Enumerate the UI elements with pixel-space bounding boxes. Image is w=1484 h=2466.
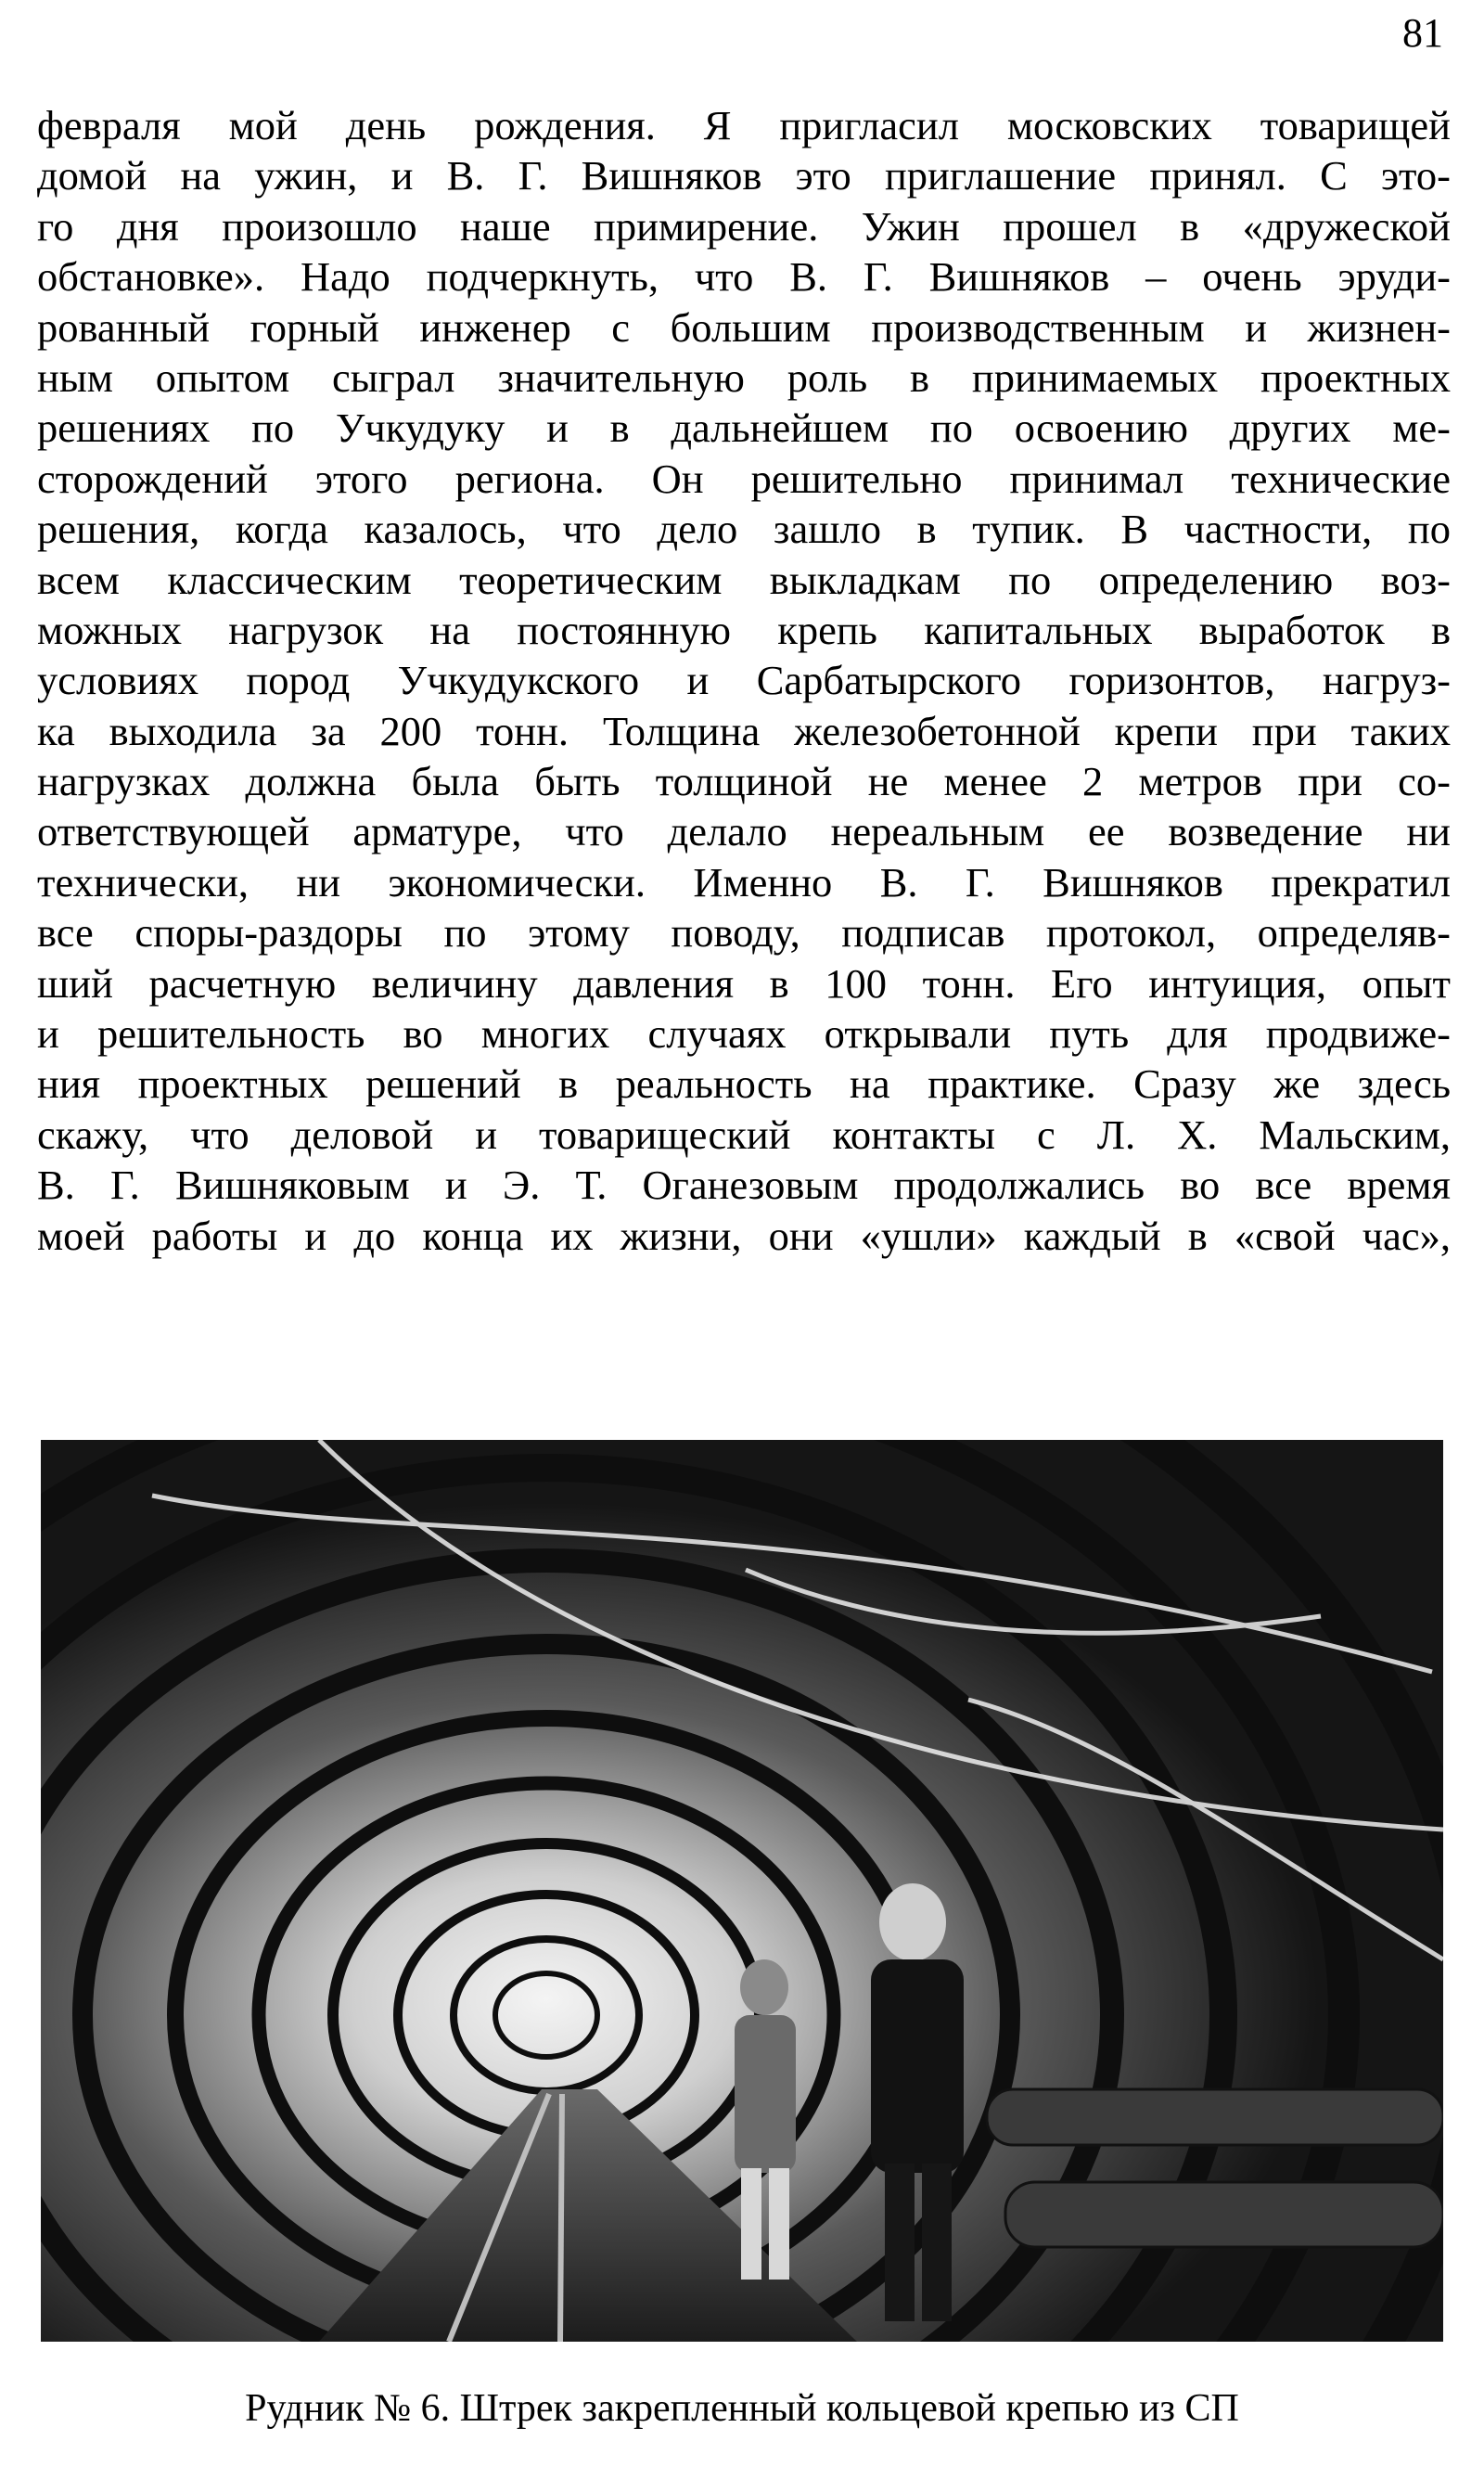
text-line: решения, когда казалось, что дело зашло в тупик. В частности, по	[37, 506, 1451, 553]
text-line: скажу, что деловой и товарищеский контакты с Л. Х. Мальским,	[37, 1111, 1451, 1158]
text-line: можных нагрузок на постоянную крепь капитальных выработок в	[37, 606, 1451, 653]
text-line: ным опытом сыграл значительную роль в принимаемых проектных	[37, 353, 1451, 401]
text-line: го дня произошло наше примирение. Ужин прошел в «дружеской	[37, 202, 1451, 250]
text-line: февраля мой день рождения. Я пригласил московских товарищей	[37, 102, 1451, 148]
text-line: ния проектных решений в реальность на практике. Сразу же здесь	[37, 1060, 1451, 1108]
text-line: моей работы и до конца их жизни, они «ушли» каждый в «свой час»,	[37, 1212, 1451, 1259]
text-line: сторождений этого региона. Он решительно принимал технические	[37, 455, 1451, 502]
text-line: домой на ужин, и В. Г. Вишняков это приглашение принял. С это-	[37, 152, 1451, 199]
figure-caption: Рудник № 6. Штрек закрепленный кольцевой крепью из СП	[245, 2387, 1239, 2430]
text-line: ка выходила за 200 тонн. Толщина железобетонной крепи при таких	[37, 707, 1451, 754]
text-line: решениях по Учкудуку и в дальнейшем по освоению других ме-	[37, 405, 1451, 452]
text-line: все споры-раздоры по этому поводу, подписав протокол, определяв-	[37, 909, 1451, 957]
mine-tunnel-photo	[41, 1440, 1443, 2342]
tunnel-illustration	[41, 1440, 1443, 2342]
text-line: и решительность во многих случаях открывали путь для продвиже-	[37, 1010, 1451, 1058]
text-line: обстановке». Надо подчеркнуть, что В. Г. Вишняков – очень эруди-	[37, 253, 1451, 301]
text-line: условиях пород Учкудукского и Сарбатырского горизонтов, нагруз-	[37, 657, 1451, 704]
text-line: В. Г. Вишняковым и Э. Т. Оганезовым продолжались во все время	[37, 1162, 1451, 1209]
page-number: 81	[1402, 10, 1443, 56]
text-line: нагрузках должна была быть толщиной не менее 2 метров при со-	[37, 758, 1451, 805]
text-line: всем классическим теоретическим выкладкам по определению воз-	[37, 556, 1451, 603]
text-line: рованный горный инженер с большим производственным и жизнен-	[37, 303, 1451, 351]
text-line: ший расчетную величину давления в 100 тонн. Его интуиция, опыт	[37, 959, 1451, 1007]
body-text	[37, 100, 1451, 1261]
text-line: технически, ни экономически. Именно В. Г. Вишняков прекратил	[37, 858, 1451, 905]
text-line: ответствующей арматуре, что делало нереальным ее возведение ни	[37, 808, 1451, 855]
